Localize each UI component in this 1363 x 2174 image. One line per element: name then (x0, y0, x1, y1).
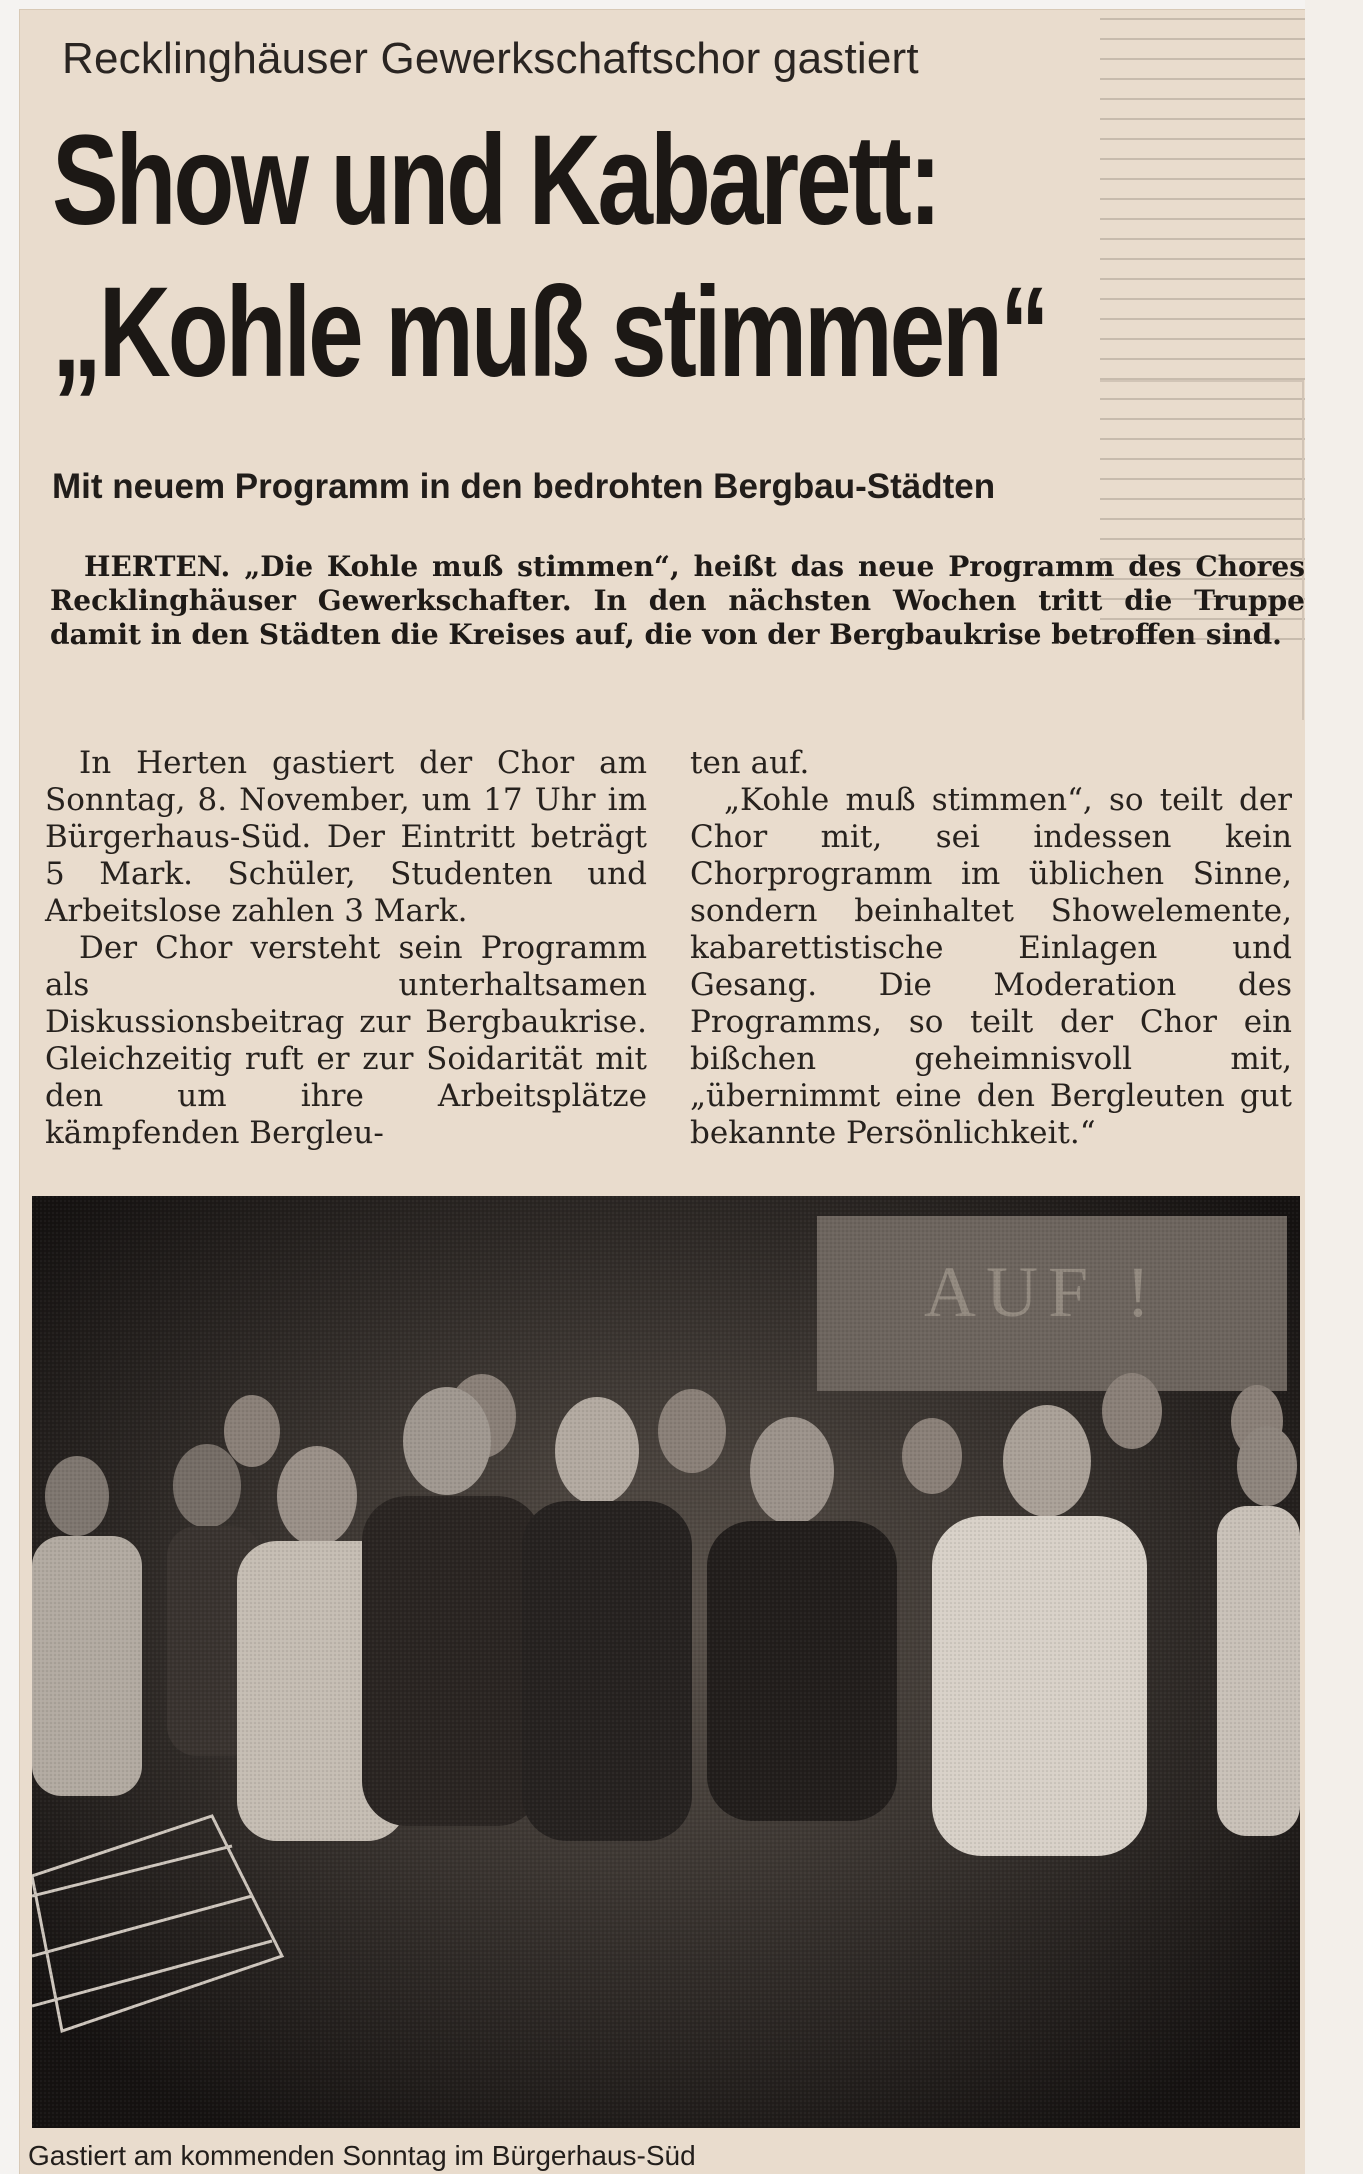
choir-photo (32, 1196, 1300, 2128)
paragraph: Der Chor versteht sein Programm als unterhaltsamen Diskussionsbeitrag zur Bergbaukrise. Gleichzeitig ruft er zur Soidarität mit den um ihre Arbeitsplätze kämpfenden Bergleu- (45, 930, 647, 1151)
paragraph: „Kohle muß stimmen“, so teilt der Chor mit, sei indessen kein Chorprogramm im üblichen Sinne, sondern beinhaltet Showelemente, kabarettistische Einlagen und Gesang. Die Moderation des Programms, so teilt der Chor ein bißchen geheimnisvoll mit, „übernimmt eine den Bergleuten gut bekannte Persönlichkeit.“ (690, 782, 1292, 1151)
lead-text: HERTEN. „Die Kohle muß stimmen“, heißt das neue Programm des Chores Recklinghäuser Gewerkschafter. In den nächsten Wochen tritt die Truppe damit in den Städten die Kreises auf, die von der Bergbaukrise betroffen sind. (50, 550, 1305, 651)
headline (52, 105, 1047, 409)
lead-paragraph (50, 550, 1305, 652)
body-column-right (690, 745, 1292, 1152)
body-column-left (45, 745, 647, 1152)
scan-border (1305, 0, 1363, 2174)
choir-photo-drawing (32, 1196, 1300, 2128)
paragraph: ten auf. (690, 745, 810, 781)
headline-line-2: „Kohle muß stimmen“ (52, 261, 1047, 404)
subheadline: Mit neuem Programm in den bedrohten Bergbau-Städten (52, 467, 996, 506)
kicker-line: Recklinghäuser Gewerkschaftschor gastiert (62, 34, 919, 83)
paragraph: In Herten gastiert der Chor am Sonntag, 8. November, um 17 Uhr im Bürgerhaus-Süd. Der Eintritt beträgt 5 Mark. Schüler, Studenten und Arbeitslose zahlen 3 Mark. (45, 745, 647, 929)
photo-caption: Gastiert am kommenden Sonntag im Bürgerhaus-Süd (28, 2140, 696, 2171)
headline-line-1: Show und Kabarett: (52, 109, 939, 252)
